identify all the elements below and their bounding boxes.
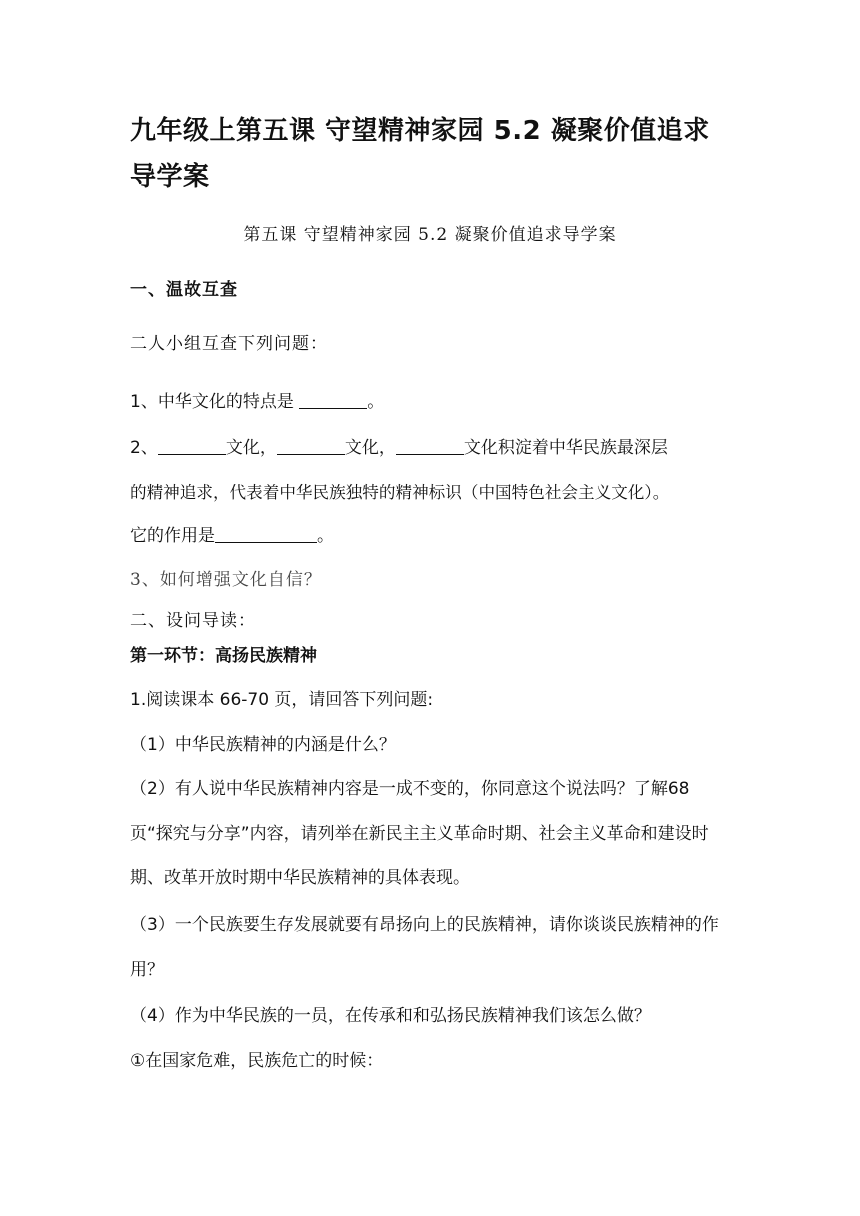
sub-question-4: （4）作为中华民族的一员，在传承和和弘扬民族精神我们该怎么做？	[130, 1006, 651, 1026]
document-title: 九年级上第五课 守望精神家园 5.2 凝聚价值追求导学案	[130, 116, 710, 192]
sub-question-2: （2）有人说中华民族精神内容是一成不变的，你同意这个说法吗？了解68 页“探究与分享”内容，请列举在新民主主义革命时期、社会主义革命和建设时期、改革开放时期中华民族精神的具体表现。	[130, 779, 709, 888]
intro-text: 二人小组互查下列问题：	[130, 334, 328, 354]
question-2-line-2: 的精神追求，代表着中华民族独特的精神标识（中国特色社会主义文化）。	[130, 483, 670, 502]
question-2-suffix: 文化积淀着中华民族最深层	[463, 438, 668, 458]
question-1	[130, 390, 730, 414]
document-subtitle: 第五课 守望精神家园 5.2 凝聚价值追求导学案	[243, 225, 617, 245]
sub-question-1: （1）中华民族精神的内涵是什么？	[130, 735, 396, 755]
question-2-line-1	[130, 436, 730, 460]
question-2-line-3-prefix: 它的作用是	[130, 526, 215, 546]
section2-heading: 二、设问导读：	[130, 611, 256, 631]
question-2-mid-1: 文化，	[225, 438, 277, 458]
part1-heading: 第一环节：高扬民族精神	[130, 646, 317, 666]
read-instruction: 1.阅读课本 66-70 页，请回答下列问题:	[130, 690, 434, 710]
question-2-line-3-blank	[215, 526, 317, 543]
question-2-blank-1	[158, 438, 226, 455]
sub-question-3: （3）一个民族要生存发展就要有昂扬向上的民族精神，请你谈谈民族精神的作用？	[130, 915, 719, 980]
question-2-blank-3	[396, 438, 464, 455]
question-3: 3、如何增强文化自信？	[130, 570, 322, 590]
question-1-prefix: 1、中华文化的特点是	[130, 392, 300, 412]
question-2-line-3-suffix: 。	[317, 526, 334, 546]
question-2-mid-2: 文化，	[344, 438, 396, 458]
question-1-blank	[299, 392, 367, 409]
question-2-line-3	[130, 524, 730, 548]
question-2-prefix: 2、	[130, 438, 158, 458]
question-2-blank-2	[277, 438, 345, 455]
section1-heading: 一、温故互查	[130, 280, 238, 300]
question-1-suffix: 。	[367, 392, 385, 412]
item-1: ①在国家危难，民族危亡的时候：	[130, 1051, 384, 1071]
